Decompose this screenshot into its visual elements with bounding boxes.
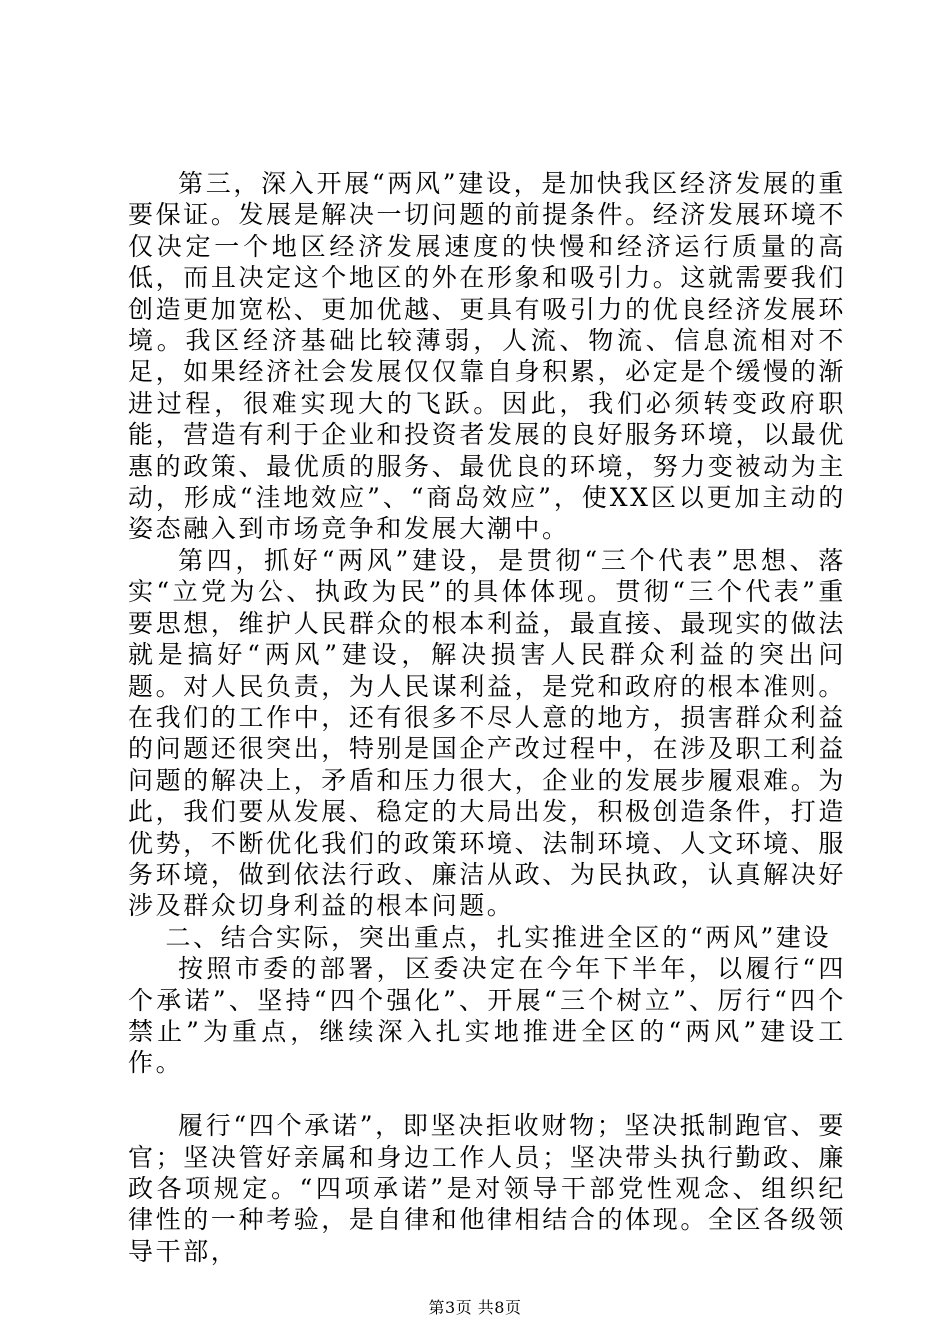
section-heading-two: 二、结合实际，突出重点，扎实推进全区的“两风”建设 bbox=[165, 922, 832, 952]
paragraph-deployment: 按照市委的部署，区委决定在今年下半年，以履行“四个承诺”、坚持“四个强化”、开展“三个树立”、厉行“四个禁止”为重点，继续深入扎实地推进全区的“两风”建设工作。 bbox=[128, 954, 846, 1078]
paragraph-third-point: 第三，深入开展“两风”建设，是加快我区经济发展的重要保证。发展是解决一切问题的前提条件。经济发展环境不仅决定一个地区经济发展速度的快慢和经济运行质量的高低，而且决定这个地区的外在形象和吸引力。这就需要我们创造更加宽松、更加优越、更具有吸引力的优良经济发展环境。我区经济基础比较薄弱，人流、物流、信息流相对不足，如果经济社会发展仅仅靠自身积累，必定是个缓慢的渐进过程，很难实现大的飞跃。因此，我们必须转变政府职能，营造有利于企业和投资者发展的良好服务环境，以最优惠的政策、最优质的服务、最优良的环境，努力变被动为主动，形成“洼地效应”、“商岛效应”，使XX区以更加主动的姿态融入到市场竞争和发展大潮中。 bbox=[128, 169, 846, 544]
page-footer: 第3页 共8页 bbox=[428, 1298, 522, 1317]
document-body bbox=[128, 168, 846, 1267]
paragraph-fourth-point: 第四，抓好“两风”建设，是贯彻“三个代表”思想、落实“立党为公、执政为民”的具体体现。贯彻“三个代表”重要思想，维护人民群众的根本利益，最直接、最现实的做法就是搞好“两风”建设，解决损害人民群众利益的突出问题。对人民负责，为人民谋利益，是党和政府的根本准则。在我们的工作中，还有很多不尽人意的地方，损害群众利益的问题还很突出，特别是国企产改过程中，在涉及职工利益问题的解决上，矛盾和压力很大，企业的发展步履艰难。为此，我们要从发展、稳定的大局出发，积极创造条件，打造优势，不断优化我们的政策环境、法制环境、人文环境、服务环境，做到依法行政、廉洁从政、为民执政，认真解决好涉及群众切身利益的根本问题。 bbox=[128, 545, 846, 921]
paragraph-four-commitments: 履行“四个承诺”，即坚决拒收财物；坚决抵制跑官、要官；坚决管好亲属和身边工作人员；坚决带头执行勤政、廉政各项规定。“四项承诺”是对领导干部党性观念、组织纪律性的一种考验，是自律和他律相结合的体现。全区各级领导干部， bbox=[128, 1111, 846, 1266]
